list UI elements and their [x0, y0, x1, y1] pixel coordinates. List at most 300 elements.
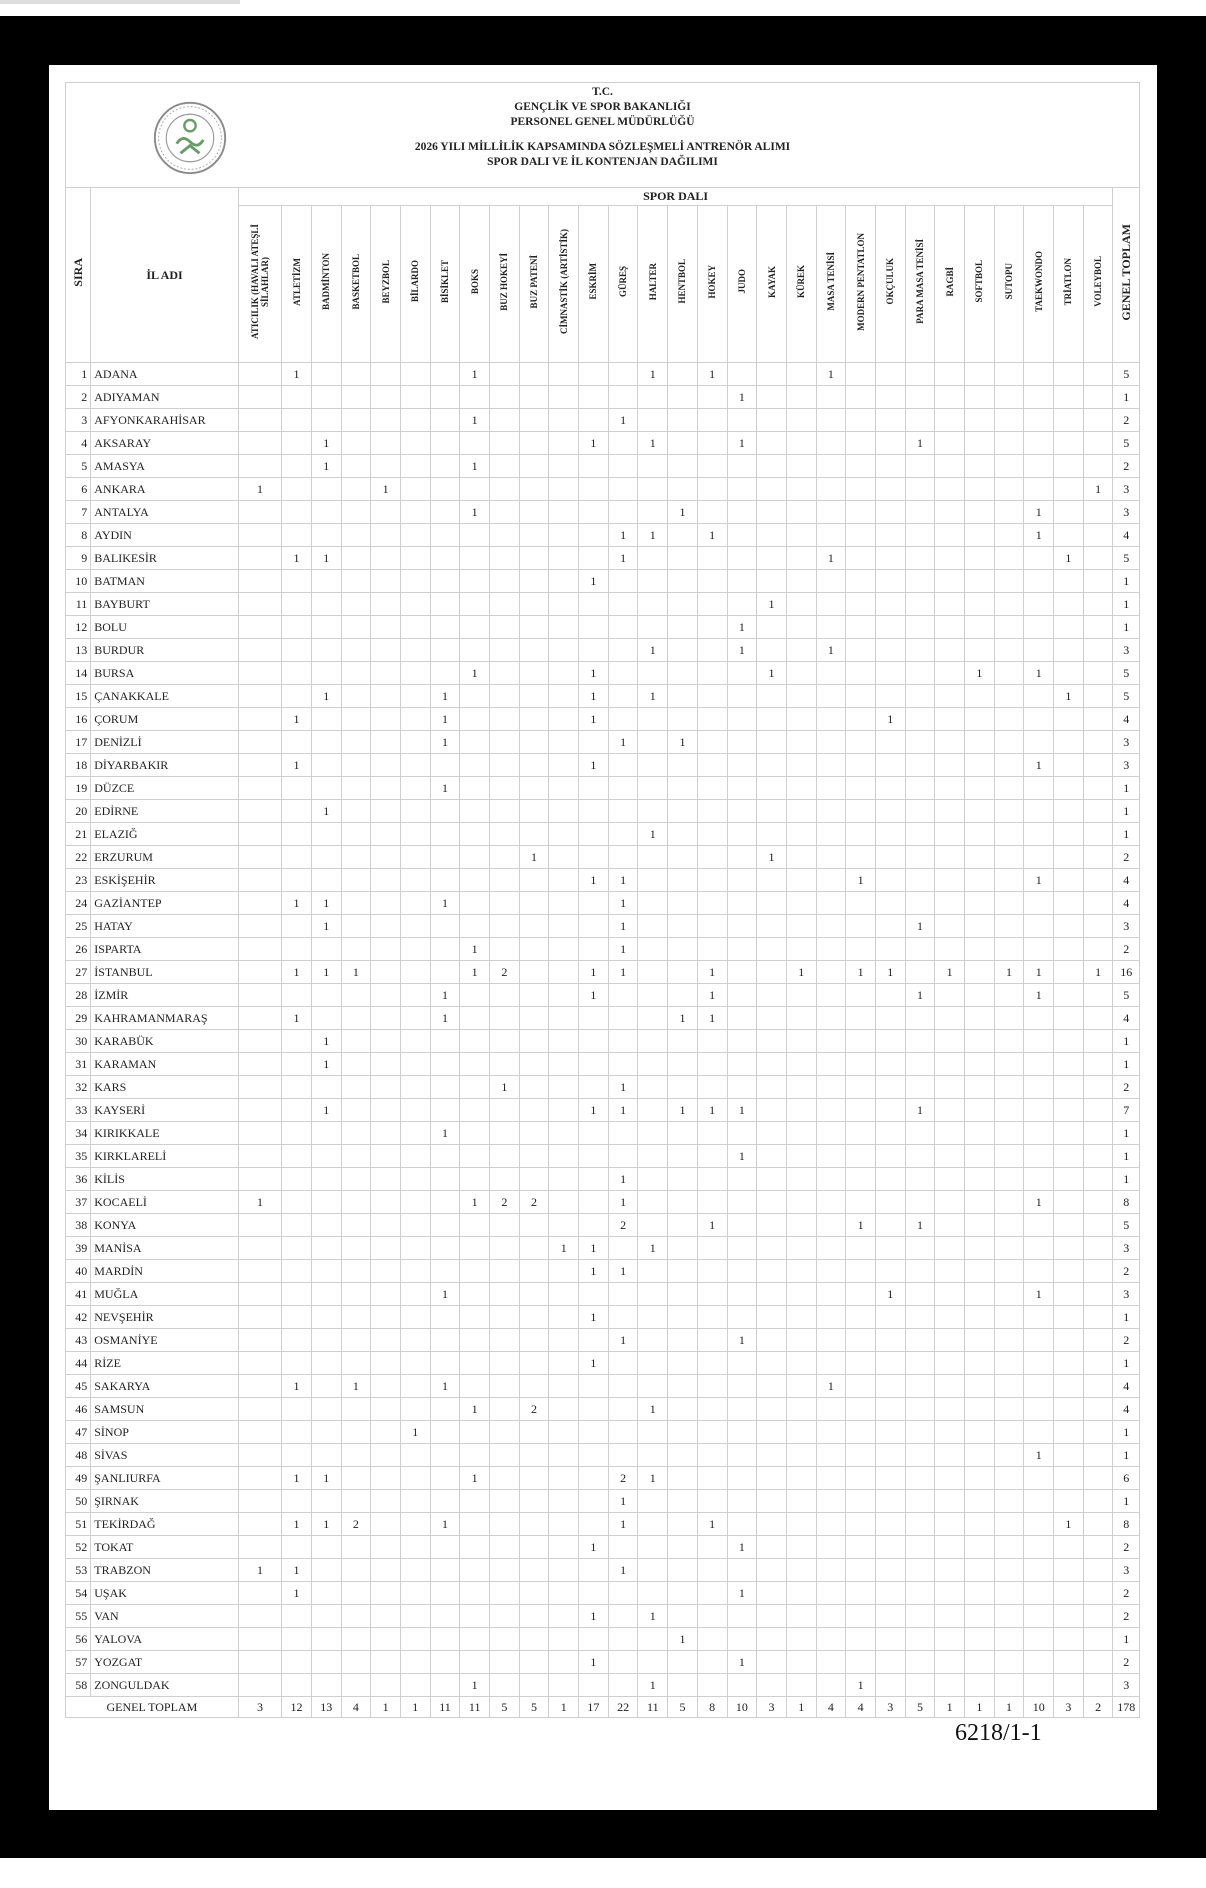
- table-row: [66, 432, 1140, 455]
- quota-cell: [935, 1513, 965, 1536]
- quota-cell: [965, 777, 995, 800]
- quota-cell: [400, 1145, 430, 1168]
- quota-cell: [460, 639, 490, 662]
- quota-cell: [608, 1421, 638, 1444]
- quota-cell: [786, 1076, 816, 1099]
- quota-cell: 1: [608, 1191, 638, 1214]
- quota-cell: [727, 524, 757, 547]
- quota-cell: 1: [608, 1513, 638, 1536]
- row-number: 20: [66, 800, 91, 823]
- quota-cell: [846, 1490, 876, 1513]
- quota-cell: [549, 1674, 579, 1697]
- quota-cell: [846, 1605, 876, 1628]
- province-name: AMASYA: [91, 455, 239, 478]
- column-total: 11: [460, 1697, 490, 1718]
- quota-cell: [816, 1099, 846, 1122]
- quota-cell: [400, 570, 430, 593]
- quota-cell: [460, 1582, 490, 1605]
- quota-cell: [994, 1168, 1024, 1191]
- quota-cell: [697, 1605, 727, 1628]
- quota-cell: [549, 869, 579, 892]
- quota-cell: [757, 961, 787, 984]
- quota-cell: [341, 938, 371, 961]
- row-number: 12: [66, 616, 91, 639]
- quota-cell: [757, 823, 787, 846]
- quota-cell: [490, 892, 520, 915]
- quota-cell: [400, 1214, 430, 1237]
- quota-cell: [965, 1536, 995, 1559]
- quota-cell: 1: [1054, 547, 1084, 570]
- col-header-sport: [905, 206, 935, 363]
- quota-cell: 1: [579, 1099, 609, 1122]
- quota-cell: 1: [816, 363, 846, 386]
- row-total: 3: [1113, 478, 1140, 501]
- table-row: [66, 455, 1140, 478]
- quota-cell: [668, 708, 698, 731]
- quota-cell: [1024, 478, 1054, 501]
- quota-cell: [965, 570, 995, 593]
- quota-cell: [935, 432, 965, 455]
- quota-cell: [341, 708, 371, 731]
- quota-cell: [905, 1122, 935, 1145]
- quota-cell: [519, 1306, 549, 1329]
- row-number: 22: [66, 846, 91, 869]
- quota-cell: [668, 1283, 698, 1306]
- table-row: [66, 1490, 1140, 1513]
- quota-cell: [341, 1237, 371, 1260]
- quota-cell: [549, 478, 579, 501]
- quota-cell: [579, 800, 609, 823]
- quota-cell: [519, 1490, 549, 1513]
- row-number: 48: [66, 1444, 91, 1467]
- quota-cell: [608, 639, 638, 662]
- quota-cell: [371, 1398, 401, 1421]
- quota-cell: [994, 892, 1024, 915]
- quota-cell: [1054, 1582, 1084, 1605]
- quota-cell: 1: [282, 547, 312, 570]
- table-row: [66, 800, 1140, 823]
- quota-cell: [282, 570, 312, 593]
- quota-cell: [490, 524, 520, 547]
- quota-cell: [757, 455, 787, 478]
- table-row: [66, 1053, 1140, 1076]
- quota-cell: [549, 1605, 579, 1628]
- quota-cell: [757, 386, 787, 409]
- quota-cell: [519, 1536, 549, 1559]
- quota-cell: [994, 1260, 1024, 1283]
- quota-cell: [875, 823, 905, 846]
- row-total: 7: [1113, 1099, 1140, 1122]
- quota-cell: [282, 616, 312, 639]
- quota-cell: [727, 1605, 757, 1628]
- province-name: ŞIRNAK: [91, 1490, 239, 1513]
- quota-cell: 1: [282, 1375, 312, 1398]
- quota-cell: [668, 777, 698, 800]
- quota-cell: [935, 708, 965, 731]
- quota-cell: [1024, 1214, 1054, 1237]
- quota-cell: 1: [311, 915, 341, 938]
- quota-cell: [668, 961, 698, 984]
- quota-cell: [905, 1398, 935, 1421]
- quota-cell: [519, 1283, 549, 1306]
- quota-cell: [549, 639, 579, 662]
- quota-cell: [994, 731, 1024, 754]
- quota-cell: [757, 1214, 787, 1237]
- quota-cell: [460, 984, 490, 1007]
- row-number: 17: [66, 731, 91, 754]
- col-header-sport: [579, 206, 609, 363]
- quota-cell: [341, 1007, 371, 1030]
- quota-cell: [786, 1099, 816, 1122]
- table-row: [66, 1306, 1140, 1329]
- quota-cell: [430, 1444, 460, 1467]
- quota-cell: [430, 593, 460, 616]
- quota-cell: [697, 1674, 727, 1697]
- quota-cell: [697, 1444, 727, 1467]
- quota-cell: [341, 685, 371, 708]
- quota-cell: [697, 1122, 727, 1145]
- quota-cell: [490, 1582, 520, 1605]
- column-total: 10: [727, 1697, 757, 1718]
- quota-cell: [846, 1306, 876, 1329]
- province-name: TEKİRDAĞ: [91, 1513, 239, 1536]
- quota-cell: [1083, 731, 1113, 754]
- quota-cell: [490, 1099, 520, 1122]
- quota-cell: [400, 869, 430, 892]
- quota-cell: [549, 708, 579, 731]
- quota-cell: [786, 616, 816, 639]
- quota-cell: [400, 409, 430, 432]
- quota-cell: [519, 432, 549, 455]
- quota-cell: [460, 1651, 490, 1674]
- quota-cell: [579, 1076, 609, 1099]
- sport-label: VOLEYBOL: [1093, 256, 1104, 307]
- table-row: [66, 708, 1140, 731]
- quota-cell: [816, 616, 846, 639]
- quota-cell: [638, 1191, 668, 1214]
- quota-cell: [1024, 639, 1054, 662]
- quota-cell: [668, 892, 698, 915]
- row-total: 4: [1113, 892, 1140, 915]
- quota-cell: [727, 1260, 757, 1283]
- quota-cell: [965, 1306, 995, 1329]
- quota-cell: [905, 1513, 935, 1536]
- quota-cell: [371, 1490, 401, 1513]
- col-header-sport: [549, 206, 579, 363]
- quota-cell: [786, 1674, 816, 1697]
- quota-cell: 1: [311, 432, 341, 455]
- quota-cell: 1: [579, 662, 609, 685]
- quota-cell: [579, 1053, 609, 1076]
- quota-cell: [875, 1214, 905, 1237]
- province-name: KİLİS: [91, 1168, 239, 1191]
- quota-cell: [965, 1237, 995, 1260]
- row-total: 5: [1113, 432, 1140, 455]
- quota-cell: 1: [1024, 1444, 1054, 1467]
- quota-cell: [816, 800, 846, 823]
- quota-cell: [905, 1145, 935, 1168]
- quota-cell: [668, 409, 698, 432]
- quota-cell: [935, 869, 965, 892]
- quota-cell: [935, 478, 965, 501]
- row-total: 1: [1113, 1030, 1140, 1053]
- quota-cell: [1054, 846, 1084, 869]
- quota-cell: [1083, 1467, 1113, 1490]
- quota-cell: [786, 1582, 816, 1605]
- quota-cell: [282, 501, 312, 524]
- quota-cell: [965, 1467, 995, 1490]
- row-number: 30: [66, 1030, 91, 1053]
- col-header-sport: [757, 206, 787, 363]
- quota-cell: [549, 1444, 579, 1467]
- quota-cell: [727, 478, 757, 501]
- quota-cell: [400, 1559, 430, 1582]
- quota-cell: [430, 570, 460, 593]
- province-name: BURDUR: [91, 639, 239, 662]
- quota-cell: [1024, 1375, 1054, 1398]
- quota-cell: [400, 1030, 430, 1053]
- quota-cell: [460, 1375, 490, 1398]
- quota-cell: [1054, 1329, 1084, 1352]
- quota-cell: [965, 708, 995, 731]
- quota-cell: [905, 501, 935, 524]
- quota-cell: [905, 1076, 935, 1099]
- table-row: [66, 1030, 1140, 1053]
- quota-cell: [875, 1260, 905, 1283]
- col-header-sport: [238, 206, 281, 363]
- quota-cell: [697, 1628, 727, 1651]
- quota-cell: [341, 1674, 371, 1697]
- quota-cell: [519, 455, 549, 478]
- quota-cell: [668, 1398, 698, 1421]
- totals-label: GENEL TOPLAM: [66, 1697, 239, 1718]
- column-total: 12: [282, 1697, 312, 1718]
- table-row: [66, 409, 1140, 432]
- quota-cell: [846, 915, 876, 938]
- quota-cell: [519, 524, 549, 547]
- quota-cell: [490, 754, 520, 777]
- quota-cell: [905, 1651, 935, 1674]
- quota-cell: [697, 938, 727, 961]
- quota-cell: [697, 1559, 727, 1582]
- quota-cell: [994, 1421, 1024, 1444]
- quota-cell: [311, 386, 341, 409]
- quota-cell: [579, 547, 609, 570]
- quota-cell: [238, 1030, 281, 1053]
- quota-cell: [1054, 1536, 1084, 1559]
- quota-cell: [965, 1582, 995, 1605]
- row-total: 1: [1113, 1490, 1140, 1513]
- quota-cell: [519, 1145, 549, 1168]
- quota-cell: [430, 547, 460, 570]
- row-number: 56: [66, 1628, 91, 1651]
- quota-cell: [430, 1260, 460, 1283]
- quota-cell: [846, 1421, 876, 1444]
- quota-cell: 1: [1024, 524, 1054, 547]
- quota-cell: [1054, 1375, 1084, 1398]
- quota-cell: [282, 731, 312, 754]
- quota-cell: [697, 409, 727, 432]
- quota-cell: [846, 731, 876, 754]
- quota-cell: [238, 708, 281, 731]
- quota-cell: 2: [608, 1467, 638, 1490]
- quota-cell: 1: [311, 961, 341, 984]
- quota-cell: [1083, 616, 1113, 639]
- quota-cell: [757, 1674, 787, 1697]
- sport-label: OKÇULUK: [885, 258, 896, 305]
- col-header-sport: [341, 206, 371, 363]
- col-header-sport: [786, 206, 816, 363]
- quota-cell: [549, 938, 579, 961]
- quota-cell: [846, 984, 876, 1007]
- quota-cell: [757, 685, 787, 708]
- quota-cell: [549, 593, 579, 616]
- sport-label: TAEKWONDO: [1033, 251, 1044, 312]
- quota-cell: [238, 639, 281, 662]
- quota-cell: [282, 1628, 312, 1651]
- quota-cell: [668, 685, 698, 708]
- quota-cell: [846, 777, 876, 800]
- row-total: 3: [1113, 915, 1140, 938]
- quota-cell: [238, 823, 281, 846]
- quota-cell: [638, 662, 668, 685]
- quota-cell: [727, 501, 757, 524]
- row-total: 1: [1113, 386, 1140, 409]
- quota-cell: [697, 915, 727, 938]
- quota-cell: [638, 915, 668, 938]
- quota-cell: [786, 409, 816, 432]
- quota-cell: [757, 1237, 787, 1260]
- quota-cell: [994, 1398, 1024, 1421]
- quota-cell: [757, 1375, 787, 1398]
- sport-label: PARA MASA TENİSİ: [914, 239, 925, 324]
- quota-cell: [519, 1605, 549, 1628]
- quota-cell: [400, 547, 430, 570]
- quota-cell: [846, 639, 876, 662]
- quota-cell: [371, 1007, 401, 1030]
- quota-cell: [1054, 1306, 1084, 1329]
- quota-cell: 1: [282, 1467, 312, 1490]
- quota-cell: [846, 432, 876, 455]
- quota-cell: [905, 386, 935, 409]
- quota-cell: 1: [608, 1490, 638, 1513]
- quota-cell: [371, 1168, 401, 1191]
- quota-cell: [579, 915, 609, 938]
- quota-cell: [549, 731, 579, 754]
- quota-cell: [400, 386, 430, 409]
- quota-cell: [282, 1260, 312, 1283]
- quota-cell: 1: [549, 1237, 579, 1260]
- document-header: [66, 83, 1140, 188]
- quota-cell: [875, 915, 905, 938]
- top-tab: [0, 0, 240, 4]
- table-row: [66, 685, 1140, 708]
- quota-cell: [311, 1536, 341, 1559]
- quota-cell: [519, 1260, 549, 1283]
- quota-cell: [341, 823, 371, 846]
- quota-cell: 1: [311, 685, 341, 708]
- quota-cell: [282, 1191, 312, 1214]
- quota-cell: [935, 409, 965, 432]
- row-total: 8: [1113, 1191, 1140, 1214]
- quota-cell: [1054, 639, 1084, 662]
- quota-cell: [579, 409, 609, 432]
- quota-cell: 1: [905, 984, 935, 1007]
- quota-cell: [579, 846, 609, 869]
- quota-cell: [875, 1145, 905, 1168]
- quota-cell: [668, 1306, 698, 1329]
- quota-cell: [668, 662, 698, 685]
- quota-cell: [1054, 1030, 1084, 1053]
- quota-cell: [371, 432, 401, 455]
- document-number: 6218/1-1: [955, 1720, 1042, 1746]
- col-header-sport: [1024, 206, 1054, 363]
- quota-cell: [965, 1283, 995, 1306]
- quota-cell: 1: [757, 662, 787, 685]
- quota-cell: [430, 501, 460, 524]
- quota-cell: [965, 478, 995, 501]
- quota-cell: [965, 455, 995, 478]
- quota-cell: [816, 961, 846, 984]
- quota-cell: [1083, 1582, 1113, 1605]
- province-name: DİYARBAKIR: [91, 754, 239, 777]
- quota-cell: [846, 1329, 876, 1352]
- province-name: RİZE: [91, 1352, 239, 1375]
- quota-cell: 1: [460, 501, 490, 524]
- quota-cell: [549, 409, 579, 432]
- quota-cell: [400, 1467, 430, 1490]
- quota-cell: [727, 1375, 757, 1398]
- quota-cell: [935, 1030, 965, 1053]
- col-header-sport: [371, 206, 401, 363]
- quota-cell: [816, 432, 846, 455]
- quota-cell: 1: [608, 547, 638, 570]
- quota-cell: [1054, 1260, 1084, 1283]
- province-name: SİNOP: [91, 1421, 239, 1444]
- quota-cell: [697, 662, 727, 685]
- quota-cell: [400, 616, 430, 639]
- quota-cell: [238, 501, 281, 524]
- quota-cell: [816, 1283, 846, 1306]
- quota-cell: [430, 869, 460, 892]
- quota-cell: 1: [238, 478, 281, 501]
- quota-cell: [1024, 1628, 1054, 1651]
- quota-cell: [1024, 1582, 1054, 1605]
- quota-cell: [638, 1260, 668, 1283]
- quota-cell: [965, 869, 995, 892]
- quota-cell: [786, 1306, 816, 1329]
- quota-cell: [935, 1651, 965, 1674]
- quota-cell: [994, 754, 1024, 777]
- quota-cell: [668, 1674, 698, 1697]
- quota-cell: [371, 570, 401, 593]
- sport-label: BOKS: [469, 268, 480, 294]
- quota-cell: [1054, 800, 1084, 823]
- quota-cell: [875, 1421, 905, 1444]
- quota-cell: [1024, 800, 1054, 823]
- sport-label: ESKRİM: [588, 263, 599, 300]
- quota-cell: [341, 524, 371, 547]
- quota-cell: [341, 892, 371, 915]
- quota-cell: [549, 1398, 579, 1421]
- quota-cell: [875, 1513, 905, 1536]
- quota-cell: [846, 754, 876, 777]
- quota-cell: [935, 524, 965, 547]
- row-total: 3: [1113, 1674, 1140, 1697]
- quota-cell: [579, 1444, 609, 1467]
- sport-label: BASKETBOL: [350, 253, 361, 310]
- quota-cell: [668, 1076, 698, 1099]
